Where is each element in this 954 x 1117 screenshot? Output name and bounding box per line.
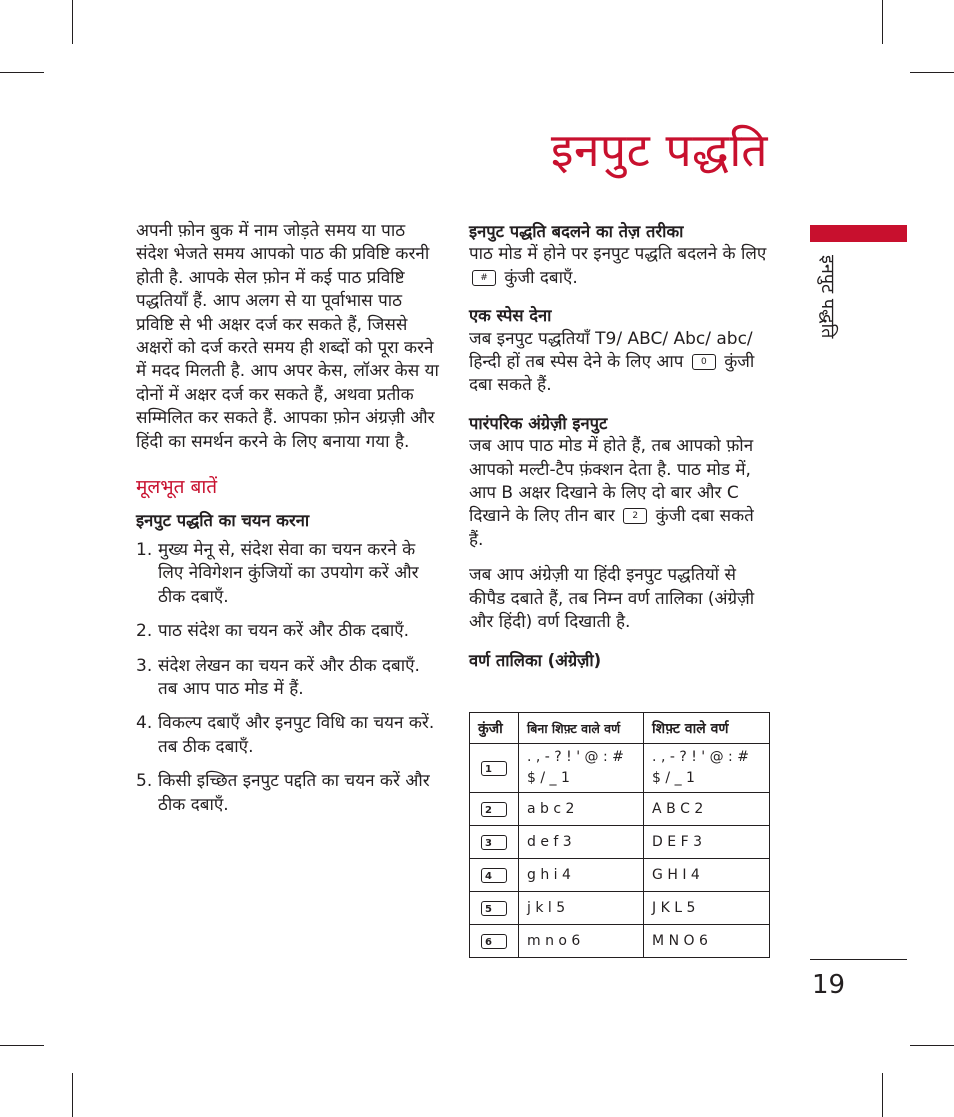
quick-change-heading: इनपुट पद्धति बदलने का तेज़ तरीका xyxy=(469,222,684,241)
step-number: 3. xyxy=(136,655,153,676)
table-header: बिना शिफ़्ट वाले वर्ण xyxy=(519,713,644,744)
crop-mark xyxy=(72,0,73,44)
table-row xyxy=(470,859,770,892)
table-cell: g h i 4 xyxy=(519,859,644,892)
table-cell: A B C 2 xyxy=(644,793,770,826)
intro-paragraph: अपनी फ़ोन बुक में नाम जोड़ते समय या पाठ संदेश भेजते समय आपको पाठ की प्रविष्टि करनी होती है. आपके सेल फ़ोन में कई पाठ प्रविष्टि पद्धतियाँ हैं. आप अलग से या पूर्वाभास पाठ प्रविष्टि से भी अक्षर दर्ज कर सकते हैं, जिससे अक्षरों को दर्ज करते समय ही शब्दों को पूरा करने में मदद मिलती है. आप अपर केस, लॉअर केस या दोनों में अक्षर दर्ज कर सकते हैं, अथवा प्रतीक सम्मिलित कर सकते हैं. आपका फ़ोन अंग्रज़ी और हिंदी का समर्थन करने के लिए बनाया गया है. xyxy=(136,221,439,452)
step-number: 4. xyxy=(136,713,153,734)
table-cell: . , - ? ! ' @ : # $ / _ 1 xyxy=(644,744,770,793)
step-text: संदेश लेखन का चयन करें और ठीक दबाएँ. तब आप पाठ मोड में हैं. xyxy=(158,655,420,699)
page-title: इनपुट पद्धति xyxy=(550,123,768,177)
crop-mark xyxy=(0,72,44,73)
space-paragraph: जब इनपुट पद्धतियाँ T9/ ABC/ Abc/ abc/ हिन्दी हों तब स्पेस देने के लिए आप 0 कुंजी दबा सकते हैं. xyxy=(469,328,755,396)
list-item xyxy=(136,620,441,643)
table-cell: M N O 6 xyxy=(644,925,770,958)
crop-mark xyxy=(72,1073,73,1117)
step-text: विकल्प दबाएँ और इनपुट विधि का चयन करें. तब ठीक दबाएँ. xyxy=(158,713,435,757)
select-method-heading: इनपुट पद्धति का चयन करना xyxy=(136,511,310,531)
list-item xyxy=(136,770,441,817)
table-row xyxy=(470,744,770,793)
crop-mark xyxy=(882,1073,883,1117)
crop-mark xyxy=(910,1045,954,1046)
zero-key-icon: 0 xyxy=(692,354,716,370)
list-item xyxy=(136,712,441,759)
table-row xyxy=(470,826,770,859)
traditional-input-paragraph: जब आप पाठ मोड में होते हैं, तब आपको फ़ोन आपको मल्टी-टैप फ़ंक्शन देता है. पाठ मोड में, आप B अक्षर दिखाने के लिए दो बार और C दिखाने के लिए तीन बार 2 कुंजी दबा सकते हैं. xyxy=(469,436,754,550)
key-6-icon: 6 xyxy=(481,934,507,949)
table-cell: D E F 3 xyxy=(644,826,770,859)
table-header: कुंजी xyxy=(470,713,519,744)
basics-heading: मूलभूत बातें xyxy=(136,476,218,499)
two-key-icon: 2 xyxy=(623,508,647,524)
page-number-rule xyxy=(810,959,907,960)
key-5-icon: 5 xyxy=(481,901,507,916)
step-text: मुख्य मेनू से, संदेश सेवा का चयन करने के लिए नेविगेशन कुंजियों का उपयोग करें और ठीक दबाएँ. xyxy=(158,539,419,607)
table-cell: j k l 5 xyxy=(519,892,644,925)
table-cell: G H I 4 xyxy=(644,859,770,892)
right-column xyxy=(469,220,771,672)
table-cell: d e f 3 xyxy=(519,826,644,859)
key-4-icon: 4 xyxy=(481,868,507,883)
step-number: 1. xyxy=(136,539,153,560)
step-number: 5. xyxy=(136,771,153,792)
side-tab-bar xyxy=(810,225,907,242)
table-cell: a b c 2 xyxy=(519,793,644,826)
hash-key-icon: # xyxy=(472,270,496,286)
step-text: किसी इच्छित इनपुट पद्दति का चयन करें और ठीक दबाएँ. xyxy=(158,771,430,815)
quick-change-paragraph: पाठ मोड में होने पर इनपुट पद्धति बदलने के लिए # कुंजी दबाएँ. xyxy=(469,244,767,288)
step-text: पाठ संदेश का चयन करें और ठीक दबाएँ. xyxy=(158,621,410,642)
crop-mark xyxy=(882,0,883,44)
table-cell: . , - ? ! ' @ : # $ / _ 1 xyxy=(519,744,644,793)
side-tab-label: इनपुट पद्धति xyxy=(817,255,838,339)
list-item xyxy=(136,539,441,609)
table-row xyxy=(470,793,770,826)
table-cell: J K L 5 xyxy=(644,892,770,925)
traditional-input-heading: पारंपरिक अंग्रेज़ी इनपुट xyxy=(469,413,608,433)
key-3-icon: 3 xyxy=(481,835,507,850)
table-row xyxy=(470,925,770,958)
list-item xyxy=(136,655,441,702)
step-number: 2. xyxy=(136,621,153,642)
character-table xyxy=(469,712,770,958)
key-2-icon: 2 xyxy=(481,802,507,817)
crop-mark xyxy=(0,1045,44,1046)
table-intro-paragraph: जब आप अंग्रेज़ी या हिंदी इनपुट पद्धतियों से कीपैड दबाते हैं, तब निम्न वर्ण तालिका (अंग्रेज़ी और हिंदी) वर्ण दिखाती है. xyxy=(469,565,755,633)
key-1-icon: 1 xyxy=(481,761,507,776)
crop-mark xyxy=(910,72,954,73)
table-header: शिफ़्ट वाले वर्ण xyxy=(644,713,770,744)
page-number: 19 xyxy=(812,970,846,1000)
table-cell: m n o 6 xyxy=(519,925,644,958)
table-row xyxy=(470,892,770,925)
left-column xyxy=(136,220,441,828)
table-header-row xyxy=(470,713,770,744)
steps-list xyxy=(136,539,441,817)
char-table-heading: वर्ण तालिका (अंग्रेज़ी) xyxy=(469,650,602,670)
space-heading: एक स्पेस देना xyxy=(469,306,552,326)
